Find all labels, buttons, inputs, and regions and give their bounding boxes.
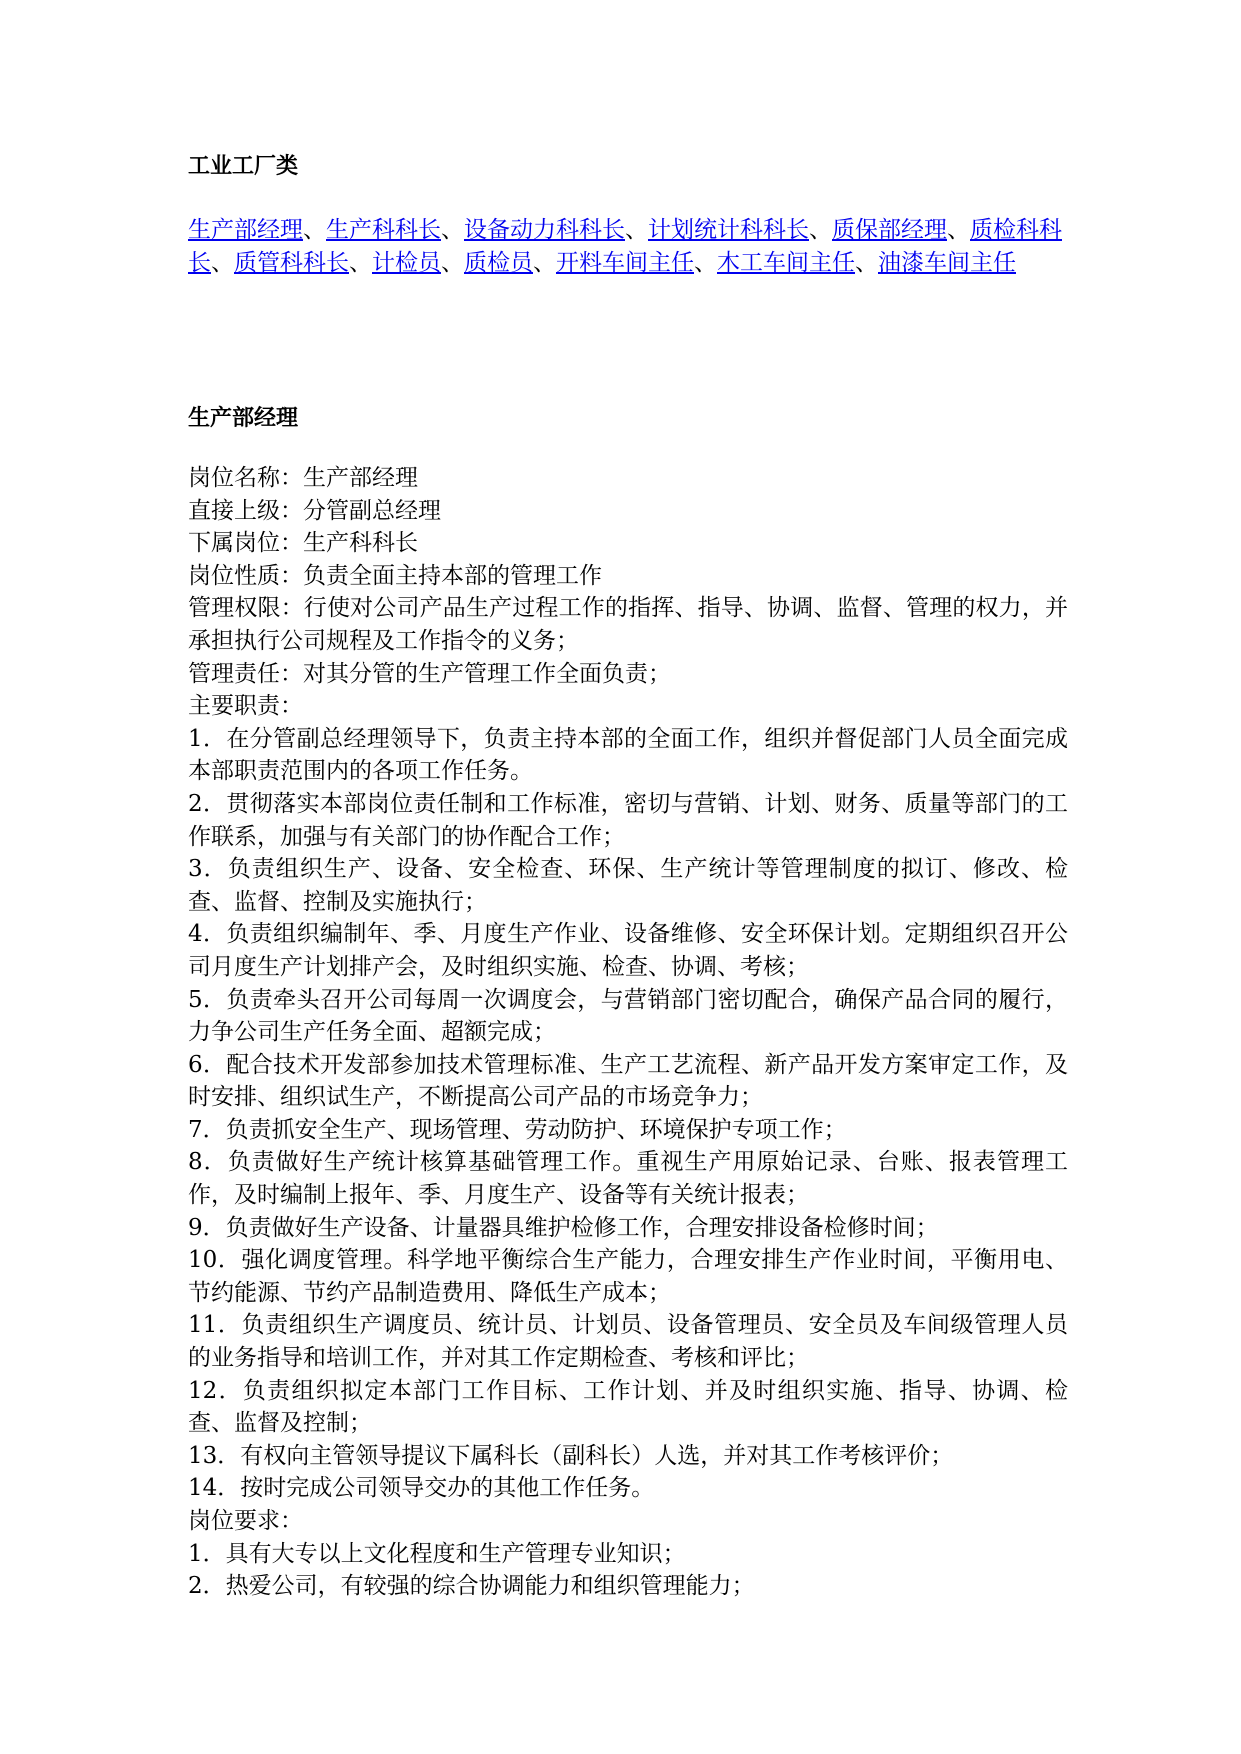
link-separator: 、: [855, 250, 878, 276]
link-separator: 、: [625, 217, 648, 243]
job-link[interactable]: 质管科科长: [234, 250, 349, 276]
paragraph: 管理责任：对其分管的生产管理工作全面负责；: [188, 660, 671, 687]
paragraph: 管理权限：行使对公司产品生产过程工作的指挥、指导、协调、监督、管理的权力，并承担执行公司规程及工作指令的义务；: [188, 595, 1068, 654]
job-link[interactable]: 质检科科长: [188, 217, 1062, 276]
paragraph: 直接上级：分管副总经理: [188, 497, 441, 524]
paragraph: 8．负责做好生产统计核算基础管理工作。重视生产用原始记录、台账、报表管理工作，及时编制上报年、季、月度生产、设备等有关统计报表；: [188, 1149, 1068, 1209]
job-link[interactable]: 生产科科长: [326, 217, 441, 243]
job-link[interactable]: 计划统计科科长: [648, 217, 809, 243]
paragraph: 3．负责组织生产、设备、安全检查、环保、生产统计等管理制度的拟订、修改、检查、监督、控制及实施执行；: [188, 856, 1068, 915]
paragraph: 4．负责组织编制年、季、月度生产作业、设备维修、安全环保计划。定期组织召开公司月度生产计划排产会，及时组织实施、检查、协调、考核；: [188, 921, 1068, 980]
paragraph: 13．有权向主管领导提议下属科长（副科长）人选，并对其工作考核评价；: [188, 1442, 954, 1469]
paragraph: 岗位要求：: [188, 1508, 303, 1534]
paragraph: 12．负责组织拟定本部门工作目标、工作计划、并及时组织实施、指导、协调、检查、监督及控制；: [188, 1377, 1068, 1437]
paragraph: 1．在分管副总经理领导下，负责主持本部的全面工作，组织并督促部门人员全面完成本部职责范围内的各项工作任务。: [188, 725, 1068, 785]
link-separator: 、: [441, 217, 464, 243]
paragraph: 5．负责牵头召开公司每周一次调度会，与营销部门密切配合，确保产品合同的履行，力争公司生产任务全面、超额完成；: [188, 986, 1068, 1046]
job-link[interactable]: 质保部经理: [832, 217, 947, 243]
paragraph: 岗位名称：生产部经理: [188, 465, 418, 491]
paragraph: 10．强化调度管理。科学地平衡综合生产能力，合理安排生产作业时间，平衡用电、节约能源、节约产品制造费用、降低生产成本；: [188, 1247, 1068, 1306]
job-link[interactable]: 开料车间主任: [556, 250, 694, 276]
paragraph: 2．热爱公司，有较强的综合协调能力和组织管理能力；: [188, 1573, 755, 1600]
paragraph: 1．具有大专以上文化程度和生产管理专业知识；: [188, 1540, 686, 1567]
link-separator: 、: [349, 250, 372, 276]
paragraph: 主要职责：: [188, 693, 303, 720]
paragraph: 6．配合技术开发部参加技术管理标准、生产工艺流程、新产品开发方案审定工作，及时安排、组织试生产，不断提高公司产品的市场竞争力；: [188, 1051, 1068, 1111]
job-description: [188, 462, 1068, 1603]
paragraph: 岗位性质：负责全面主持本部的管理工作: [188, 562, 602, 589]
job-link[interactable]: 木工车间主任: [717, 250, 855, 276]
job-links: [188, 214, 1068, 280]
category-title: 工业工厂类: [188, 153, 299, 179]
link-separator: 、: [303, 217, 326, 243]
job-link[interactable]: 生产部经理: [188, 217, 303, 243]
paragraph: 11．负责组织生产调度员、统计员、计划员、设备管理员、安全员及车间级管理人员的业务指导和培训工作，并对其工作定期检查、考核和评比；: [188, 1312, 1068, 1372]
job-link[interactable]: 油漆车间主任: [878, 250, 1016, 276]
job-link[interactable]: 质检员: [464, 250, 533, 276]
job-link[interactable]: 计检员: [372, 250, 441, 276]
link-separator: 、: [211, 250, 234, 276]
link-separator: 、: [694, 250, 717, 276]
paragraph: 9．负责做好生产设备、计量器具维护检修工作，合理安排设备检修时间；: [188, 1214, 939, 1241]
paragraph: 2．贯彻落实本部岗位责任制和工作标准，密切与营销、计划、财务、质量等部门的工作联系，加强与有关部门的协作配合工作；: [188, 790, 1068, 850]
section-title: 生产部经理: [188, 405, 299, 431]
link-separator: 、: [809, 217, 832, 243]
paragraph: 下属岗位：生产科科长: [188, 530, 418, 557]
paragraph: 7．负责抓安全生产、现场管理、劳动防护、环境保护专项工作；: [188, 1116, 847, 1143]
link-separator: 、: [947, 217, 970, 243]
job-link[interactable]: 设备动力科科长: [464, 217, 625, 243]
link-separator: 、: [441, 250, 464, 276]
paragraph: 14．按时完成公司领导交办的其他工作任务。: [188, 1475, 655, 1502]
link-separator: 、: [533, 250, 556, 276]
